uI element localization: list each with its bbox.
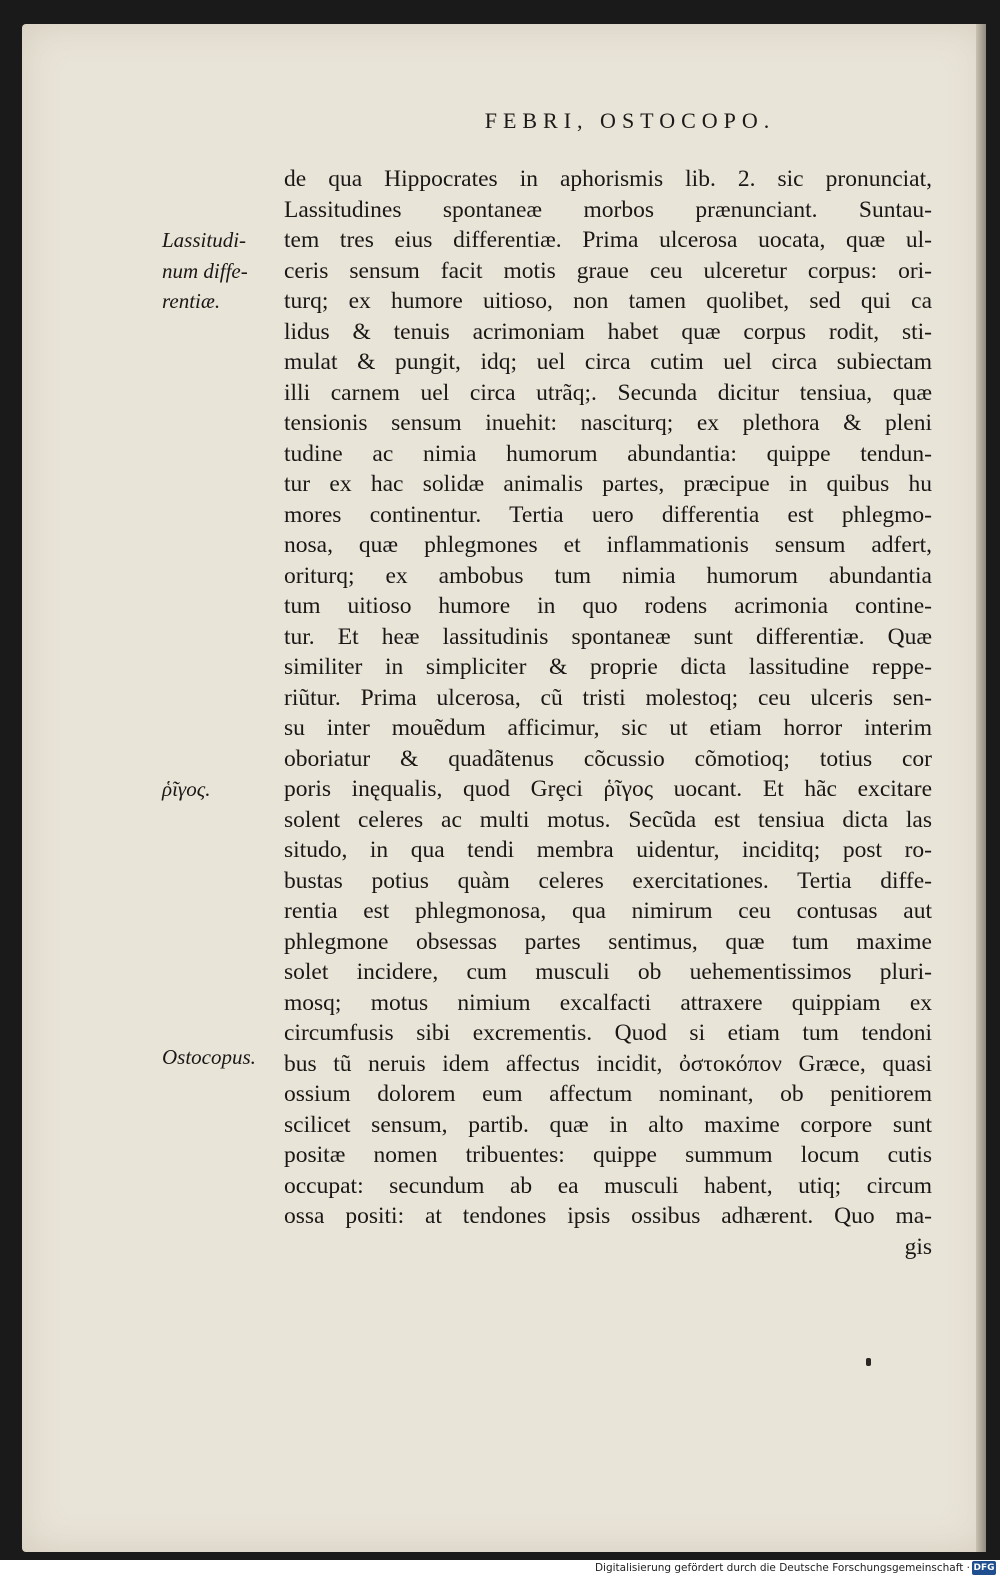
body-line: nosa, quæ phlegmones et inflammationis sensum adfert, [284, 532, 932, 558]
body-line: tensionis sensum inuehit: nasciturq; ex plethora & pleni [284, 410, 932, 436]
page-edge [976, 24, 986, 1552]
marginal-note-line: Ostocopus. [162, 1045, 256, 1069]
body-line: ossa positi: at tendones ipsis ossibus adhærent. Quo ma- [284, 1203, 932, 1229]
body-line: tur ex hac solidæ animalis partes, præcipue in quibus hu [284, 471, 932, 497]
body-text [284, 164, 932, 1262]
body-line: circumfusis sibi excrementis. Quod si etiam tum tendoni [284, 1020, 932, 1046]
body-line: mosq; motus nimium excalfacti attraxere quippiam ex [284, 989, 932, 1016]
body-line: de qua Hippocrates in aphorismis lib. 2. sic pronunciat, [284, 166, 932, 192]
body-line: scilicet sensum, partib. quæ in alto maxime corpore sunt [284, 1111, 932, 1138]
body-line: illi carnem uel circa utrãq;. Secunda dicitur tensiua, quæ [284, 379, 932, 406]
ink-speck [866, 1358, 871, 1366]
marginal-note-line: Lassitudi- [162, 228, 247, 252]
body-line: similiter in simpliciter & proprie dicta lassitudine reppe- [284, 654, 932, 680]
dfg-logo: DFG [973, 1563, 995, 1573]
body-line: oboriatur & quadãtenus cõcussio cõmotioq; totius cor [284, 745, 932, 772]
body-line: solent celeres ac multi motus. Secũda est tensiua dicta las [284, 806, 932, 833]
body-line: tudine ac nimia humorum abundantia: quippe tendun- [284, 440, 932, 467]
body-line: su inter mouẽdum afficimur, sic ut etiam horror interim [284, 715, 932, 741]
body-line: mulat & pungit, idq; uel circa cutim uel circa subiectam [284, 349, 932, 375]
body-line: positæ nomen tribuentes: quippe summum locum cutis [284, 1142, 932, 1168]
body-line: lidus & tenuis acrimoniam habet quæ corpus rodit, sti- [284, 318, 932, 345]
marginal-note-line: ῥῖγος. [162, 777, 211, 801]
body-line: bustas potius quàm celeres exercitationes. Tertia diffe- [284, 867, 932, 894]
body-line: tur. Et heæ lassitudinis spontaneæ sunt differentiæ. Quæ [284, 623, 932, 650]
body-line: riũtur. Prima ulcerosa, cũ tristi molestoq; ceu ulceris sen- [284, 684, 932, 711]
body-line: mores continentur. Tertia uero differentia est phlegmo- [284, 501, 932, 528]
body-line: rentia est phlegmonosa, qua nimirum ceu contusas aut [284, 898, 932, 924]
body-line: solet incidere, cum musculi ob uehementissimos pluri- [284, 959, 932, 985]
body-line: gis [904, 1233, 932, 1260]
body-line: tum uitioso humore in quo rodens acrimonia contine- [284, 593, 932, 619]
body-line: ossium dolorem eum affectum nominant, ob penitiorem [284, 1081, 932, 1107]
body-line: occupat: secundum ab ea musculi habent, utiq; circum [284, 1172, 932, 1199]
marginal-note-rigos [162, 774, 284, 805]
body-line: poris inęqualis, quod Grȩci ῥῖγος uocant. Et hãc excitare [284, 776, 932, 802]
marginal-note-line: rentiæ. [162, 289, 221, 313]
marginal-note-lassitudinum [162, 225, 284, 317]
body-line: tem tres eius differentiæ. Prima ulcerosa uocata, quæ ul- [284, 227, 932, 253]
body-line: turq; ex humore uitioso, non tamen quolibet, sed qui ca [284, 288, 932, 314]
body-line: situdo, in qua tendi membra uidentur, inciditq; post ro- [284, 837, 932, 863]
body-line: ceris sensum facit motis graue ceu ulceretur corpus: ori- [284, 257, 932, 284]
body-line: phlegmone obsessas partes sentimus, quæ tum maxime [284, 928, 932, 955]
body-line: Lassitudines spontaneæ morbos prænunciant. Suntau- [284, 196, 932, 223]
marginal-note-line: num diffe- [162, 258, 248, 283]
body-line: oriturq; ex ambobus tum nimia humorum abundantia [284, 562, 932, 589]
footer-credit: Digitalisierung gefördert durch die Deutsche Forschungsgemeinschaft · [594, 1562, 970, 1574]
marginal-note-ostocopus [162, 1042, 284, 1073]
running-head: FEBRI, OSTOCOPO. [484, 108, 776, 133]
body-line: bus tũ neruis idem affectus incidit, ὀστοκόπον Græce, quasi [284, 1050, 932, 1077]
